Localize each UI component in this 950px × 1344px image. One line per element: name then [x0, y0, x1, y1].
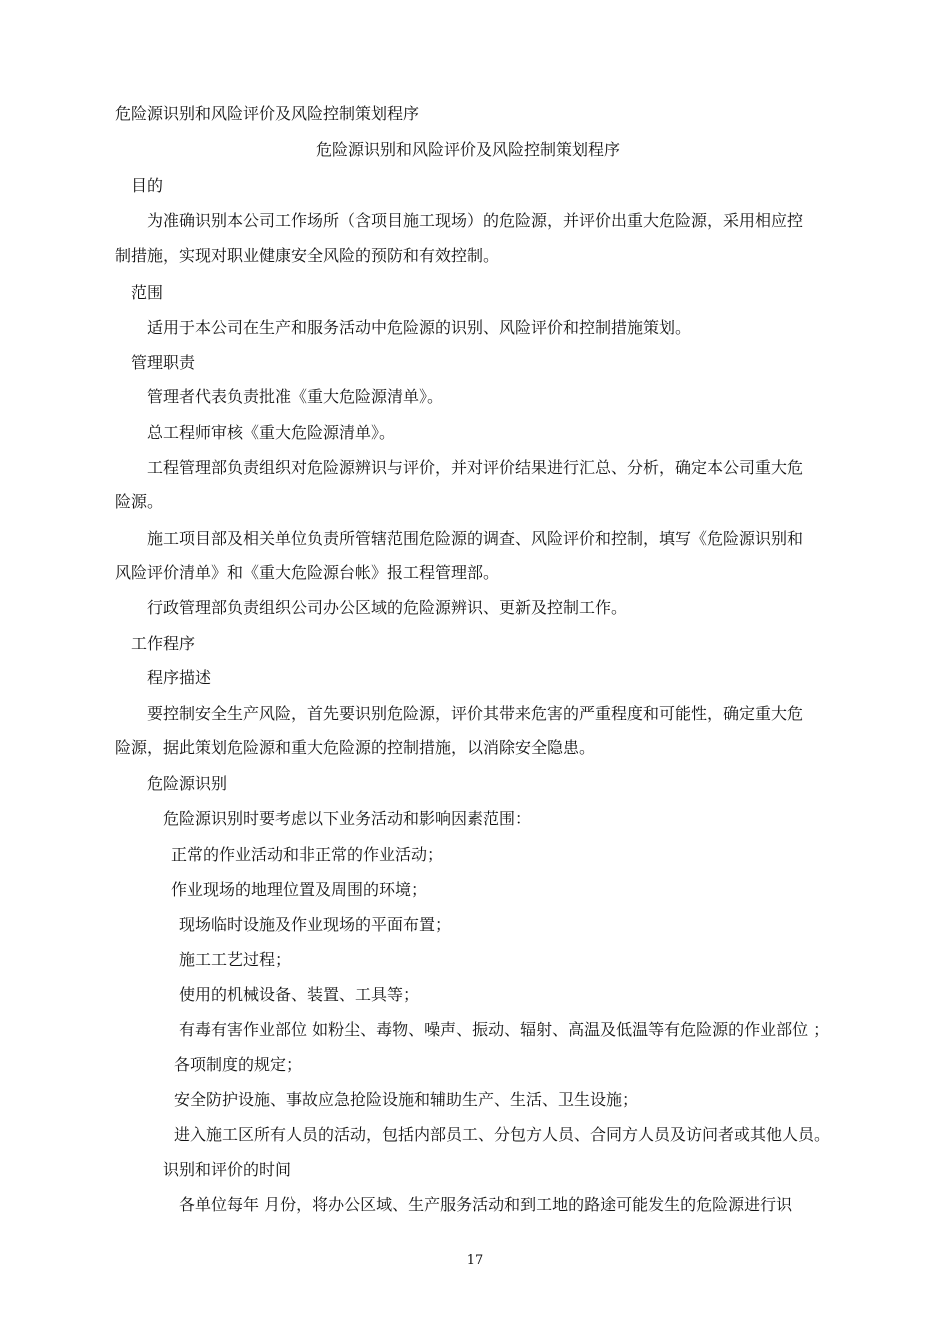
subsection-heading-time: 识别和评价的时间 — [163, 1160, 292, 1179]
list-item: 作业现场的地理位置及周围的环境； — [171, 880, 428, 899]
section-heading-work: 工作程序 — [131, 634, 196, 653]
list-item: 正常的作业活动和非正常的作业活动； — [171, 845, 444, 864]
list-item: 各项制度的规定； — [174, 1055, 303, 1074]
section-heading-duties: 管理职责 — [131, 353, 196, 372]
paragraph: 风险评价清单》和《重大危险源台帐》报工程管理部。 — [115, 563, 500, 582]
document-title: 危险源识别和风险评价及风险控制策划程序 — [316, 140, 621, 159]
paragraph: 险源。 — [115, 492, 164, 511]
list-item: 安全防护设施、事故应急抢险设施和辅助生产、生活、卫生设施； — [174, 1090, 639, 1109]
list-item: 进入施工区所有人员的活动，包括内部员工、分包方人员、合同方人员及访问者或其他人员。 — [174, 1125, 831, 1144]
paragraph: 制措施，实现对职业健康安全风险的预防和有效控制。 — [115, 246, 500, 265]
list-item: 使用的机械设备、装置、工具等； — [179, 985, 420, 1004]
subsection-heading-identify: 危险源识别 — [147, 774, 228, 793]
paragraph: 各单位每年 月份，将办公区域、生产服务活动和到工地的路途可能发生的危险源进行识 — [179, 1195, 793, 1214]
subsection-heading-procedure: 程序描述 — [147, 668, 212, 687]
list-item: 现场临时设施及作业现场的平面布置； — [179, 915, 452, 934]
list-item: 有毒有害作业部位 如粉尘、毒物、噪声、振动、辐射、高温及低温等有危险源的作业部位 ； — [179, 1020, 830, 1039]
paragraph: 险源，据此策划危险源和重大危险源的控制措施，以消除安全隐患。 — [115, 738, 596, 757]
section-heading-scope: 范围 — [131, 283, 164, 302]
paragraph: 施工项目部及相关单位负责所管辖范围危险源的调查、风险评价和控制，填写《危险源识别和 — [147, 529, 804, 548]
paragraph: 危险源识别时要考虑以下业务活动和影响因素范围： — [163, 809, 532, 828]
header-title: 危险源识别和风险评价及风险控制策划程序 — [115, 104, 420, 123]
paragraph: 要控制安全生产风险，首先要识别危险源，评价其带来危害的严重程度和可能性，确定重大危 — [147, 704, 804, 723]
paragraph: 为准确识别本公司工作场所（含项目施工现场）的危险源，并评价出重大危险源，采用相应控 — [147, 211, 804, 230]
paragraph: 管理者代表负责批准《重大危险源清单》。 — [147, 387, 444, 406]
section-heading-purpose: 目的 — [131, 176, 164, 195]
paragraph: 工程管理部负责组织对危险源辨识与评价，并对评价结果进行汇总、分析，确定本公司重大危 — [147, 458, 804, 477]
list-item: 施工工艺过程； — [179, 950, 292, 969]
paragraph: 行政管理部负责组织公司办公区域的危险源辨识、更新及控制工作。 — [147, 598, 628, 617]
paragraph: 适用于本公司在生产和服务活动中危险源的识别、风险评价和控制措施策划。 — [147, 318, 692, 337]
paragraph: 总工程师审核《重大危险源清单》。 — [147, 423, 396, 442]
page-number: 17 — [466, 1253, 484, 1268]
